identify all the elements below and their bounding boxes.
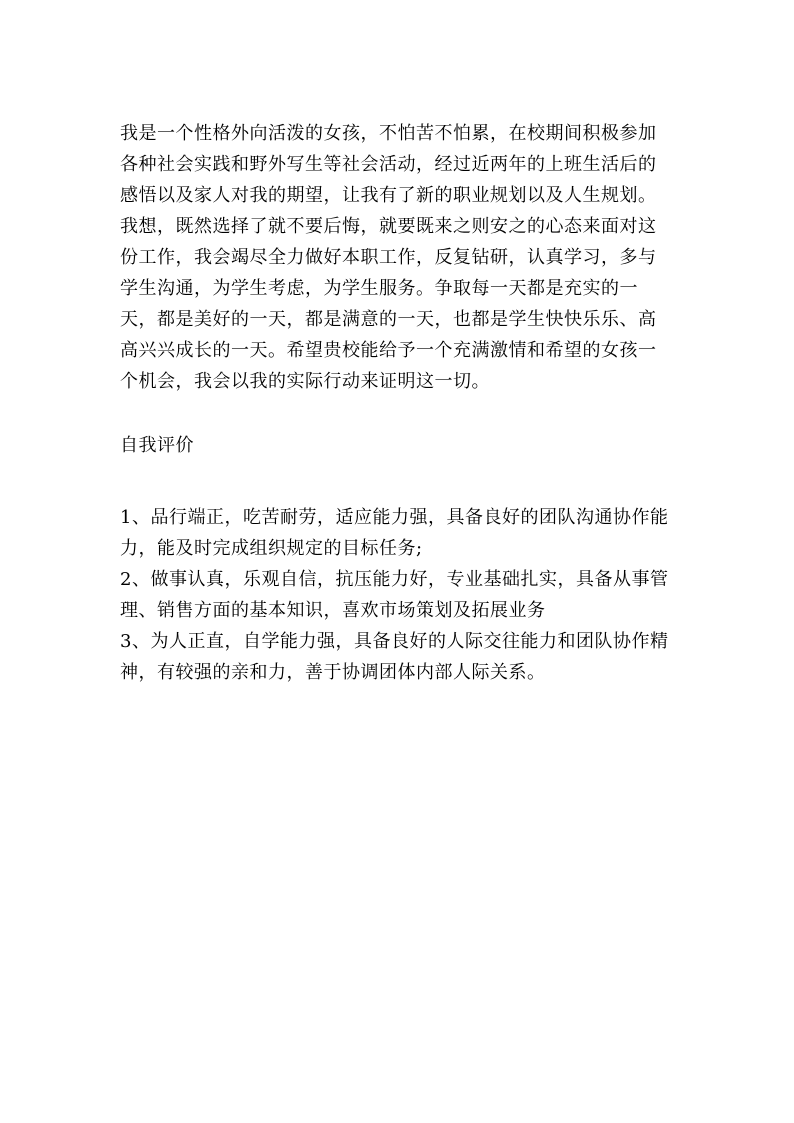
intro-line-5: 份工作，我会竭尽全力做好本职工作，反复钻研，认真学习，多与 — [120, 247, 657, 268]
evaluation-line-6: 神，有较强的亲和力，善于协调团体内部人际关系。 — [120, 662, 546, 683]
evaluation-line-1: 1、品行端正，吃苦耐劳，适应能力强，具备良好的团队沟通协作能 — [120, 507, 669, 528]
intro-line-9: 个机会，我会以我的实际行动来证明这一切。 — [120, 371, 490, 392]
section-heading: 自我评价 — [120, 435, 194, 456]
intro-line-8: 高兴兴成长的一天。希望贵校能给予一个充满激情和希望的女孩一 — [120, 340, 657, 361]
intro-line-2: 各种社会实践和野外写生等社会活动，经过近两年的上班生活后的 — [120, 154, 657, 175]
intro-line-6: 学生沟通，为学生考虑，为学生服务。争取每一天都是充实的一 — [120, 278, 638, 299]
intro-line-4: 我想，既然选择了就不要后悔，就要既来之则安之的心态来面对这 — [120, 216, 657, 237]
evaluation-line-5: 3、为人正直，自学能力强，具备良好的人际交往能力和团队协作精 — [120, 631, 669, 652]
evaluation-line-3: 2、做事认真，乐观自信，抗压能力好，专业基础扎实，具备从事管 — [120, 569, 669, 590]
intro-line-1: 我是一个性格外向活泼的女孩，不怕苦不怕累，在校期间积极参加 — [120, 123, 657, 144]
evaluation-line-4: 理、销售方面的基本知识，喜欢市场策划及拓展业务 — [120, 600, 546, 621]
evaluation-line-2: 力，能及时完成组织规定的目标任务; — [120, 538, 423, 559]
intro-line-3: 感悟以及家人对我的期望，让我有了新的职业规划以及人生规划。 — [120, 185, 657, 206]
intro-line-7: 天，都是美好的一天，都是满意的一天，也都是学生快快乐乐、高 — [120, 309, 657, 330]
